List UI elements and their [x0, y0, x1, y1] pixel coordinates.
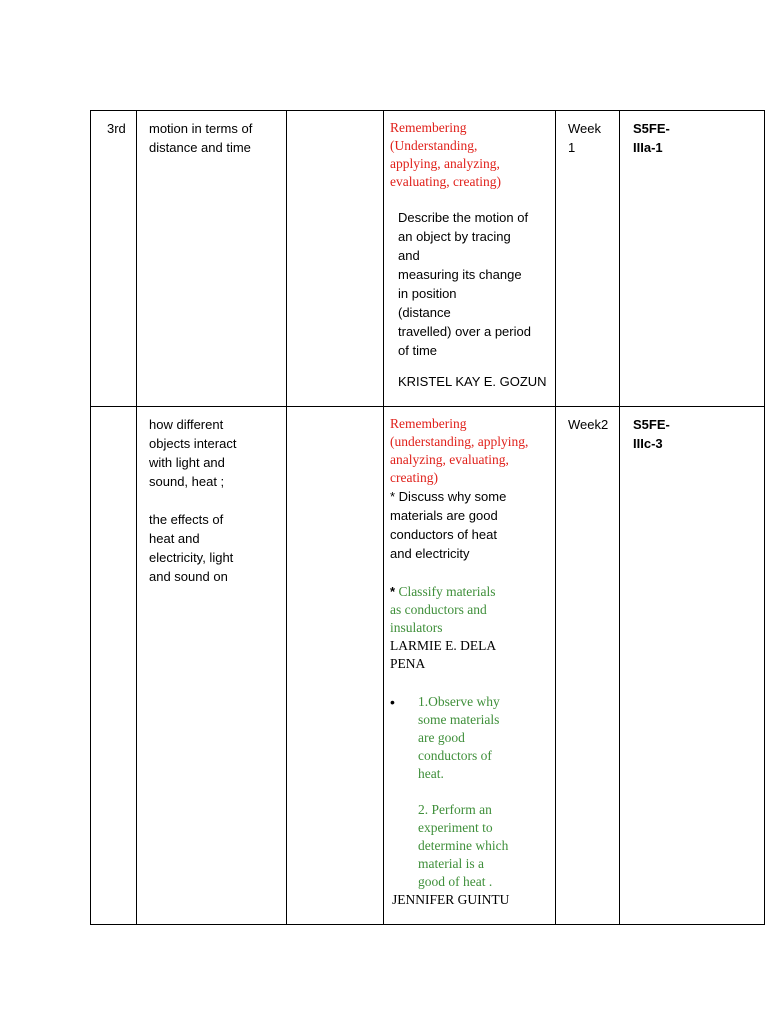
- week-cell: [556, 407, 620, 925]
- observe-text: 1.Observe why some materials are good conductors of heat.: [418, 694, 500, 781]
- week-label: Week2: [568, 417, 609, 432]
- content-text: motion in terms of distance and time: [149, 121, 253, 155]
- cognitive-levels: (Understanding, applying, analyzing, evaluating, creating): [390, 138, 501, 189]
- quarter-cell: [91, 111, 137, 407]
- quarter-label: 3rd: [107, 121, 126, 136]
- remembering-label: Remembering: [390, 416, 467, 431]
- blank-cell: [287, 407, 384, 925]
- curriculum-table: [90, 110, 765, 925]
- content-cell: [137, 407, 287, 925]
- content-text: how different objects interact with light and sound, heat ;: [149, 417, 237, 489]
- classify-text: Classify materials as conductors and insulators: [390, 584, 496, 635]
- author-name-1: LARMIE E. DELA PENA: [390, 638, 497, 671]
- table-row: [91, 111, 765, 407]
- bullet-list-item: [390, 693, 551, 891]
- content-text-2: the effects of heat and electricity, light and sound on: [149, 512, 234, 584]
- perform-text: 2. Perform an experiment to determine which material is a good of heat .: [418, 802, 509, 889]
- blank-cell: [287, 111, 384, 407]
- remembering-label: Remembering: [390, 120, 467, 135]
- content-cell: [137, 111, 287, 407]
- code-cell: [620, 111, 765, 407]
- competency-cell: [384, 407, 556, 925]
- bullet-glyph: •: [390, 694, 395, 710]
- cognitive-levels: (understanding, applying, analyzing, evaluating, creating): [390, 434, 529, 485]
- week-label: Week 1: [568, 121, 601, 155]
- discuss-text: * Discuss why some materials are good conductors of heat and electricity: [390, 489, 507, 561]
- table-row: [91, 407, 765, 925]
- author-name-2: JENNIFER GUINTU: [392, 892, 510, 907]
- competency-text: Describe the motion of an object by tracing and measuring its change in position (distance travelled) over a period of time: [398, 210, 531, 358]
- competency-cell: [384, 111, 556, 407]
- week-cell: [556, 111, 620, 407]
- author-name: KRISTEL KAY E. GOZUN: [398, 374, 547, 389]
- classify-star: *: [390, 584, 396, 599]
- code-label: S5FE- IIIa-1: [633, 121, 670, 155]
- code-cell: [620, 407, 765, 925]
- quarter-cell: [91, 407, 137, 925]
- code-label: S5FE- IIIc-3: [633, 417, 670, 451]
